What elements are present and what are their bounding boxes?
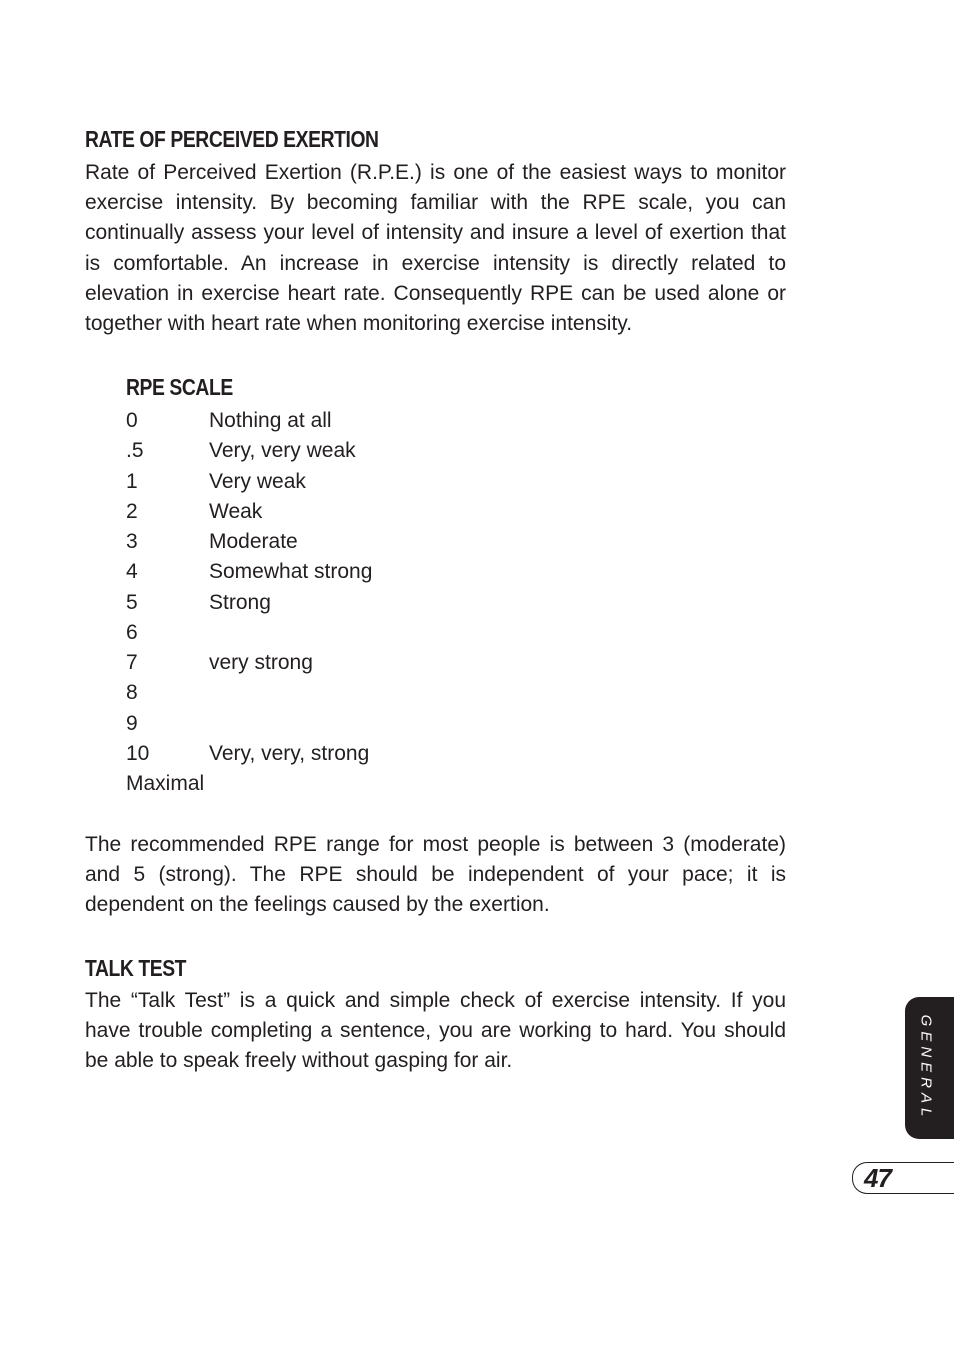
rpe-scale-row bbox=[126, 618, 372, 648]
rpe-scale-row bbox=[126, 739, 372, 769]
rpe-label: Moderate bbox=[209, 530, 298, 553]
rpe-scale-row bbox=[126, 436, 372, 466]
rpe-value: 5 bbox=[126, 590, 138, 614]
rpe-value: 1 bbox=[126, 469, 138, 493]
rpe-value: 4 bbox=[126, 560, 138, 584]
section-heading-talk-test: TALK TEST bbox=[85, 955, 187, 981]
rpe-scale-row bbox=[126, 467, 372, 497]
rpe-value: 6 bbox=[126, 620, 138, 644]
rpe-intro-paragraph: Rate of Perceived Exertion (R.P.E.) is one of the easiest ways to monitor exercise intensity. By becoming familiar with the RPE scale, you can continually assess your level of intensity and insure a level of exertion that is comfortable. An increase in exercise intensity is directly related to elevation in exercise heart rate. Consequently RPE can be used alone or together with heart rate when monitoring exercise intensity. bbox=[85, 161, 786, 336]
rpe-label: very strong bbox=[209, 651, 313, 674]
rpe-label: Somewhat strong bbox=[209, 560, 373, 584]
rpe-scale-row bbox=[126, 406, 372, 436]
rpe-scale-row bbox=[126, 557, 372, 587]
rpe-label: Very, very, strong bbox=[209, 741, 370, 765]
talk-test-paragraph: The “Talk Test” is a quick and simple check of exercise intensity. If you have trouble completing a sentence, you are working to hard. You should be able to speak freely without gasping for air. bbox=[85, 989, 786, 1073]
rpe-label: Very, very weak bbox=[209, 439, 356, 463]
rpe-label: Nothing at all bbox=[209, 409, 332, 432]
section-heading-rpe: RATE OF PERCEIVED EXERTION bbox=[85, 126, 379, 152]
rpe-scale-trailing: Maximal bbox=[126, 772, 205, 795]
rpe-scale-row bbox=[126, 678, 372, 708]
rpe-scale-row bbox=[126, 709, 372, 739]
rpe-value: 10 bbox=[126, 741, 150, 765]
side-tab-label: GENERAL bbox=[917, 1014, 935, 1122]
rpe-value: 2 bbox=[126, 499, 138, 523]
rpe-scale-row bbox=[126, 588, 372, 618]
rpe-value: 7 bbox=[126, 651, 138, 674]
rpe-scale-row bbox=[126, 527, 372, 557]
rpe-label: Very weak bbox=[209, 469, 306, 493]
rpe-scale-row bbox=[126, 648, 372, 678]
rpe-recommendation-paragraph: The recommended RPE range for most people is between 3 (moderate) and 5 (strong). The RPE should be independent of your pace; it is dependent on the feelings caused by the exertion. bbox=[85, 833, 786, 917]
rpe-scale-heading: RPE SCALE bbox=[126, 374, 233, 400]
rpe-value: 9 bbox=[126, 711, 138, 735]
rpe-value: 8 bbox=[126, 681, 138, 705]
page-number: 47 bbox=[864, 1163, 891, 1193]
rpe-scale-row bbox=[126, 497, 372, 527]
rpe-value: 3 bbox=[126, 530, 138, 553]
rpe-label: Weak bbox=[209, 499, 263, 523]
rpe-value: .5 bbox=[126, 439, 144, 463]
rpe-value: 0 bbox=[126, 409, 138, 432]
rpe-scale-list bbox=[126, 406, 372, 799]
rpe-label: Strong bbox=[209, 590, 271, 614]
